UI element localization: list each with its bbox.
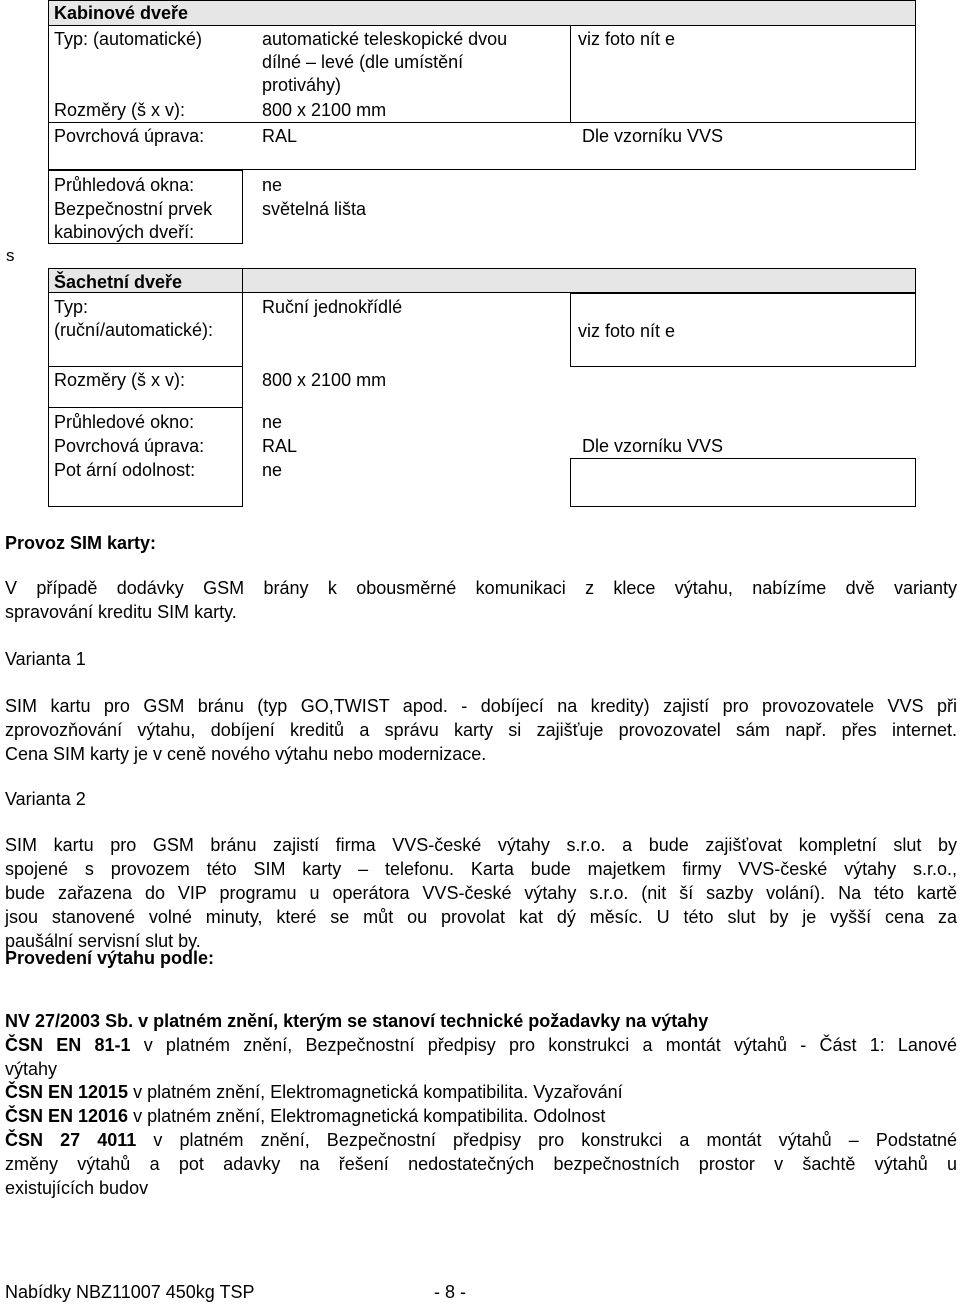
cabin-type-note: viz foto nít e: [578, 29, 676, 49]
standards-heading: Provedení výtahu podle:: [5, 948, 215, 968]
cabin-divider: [48, 122, 916, 123]
shaft-surface-value: RAL: [262, 436, 298, 456]
variant-2-line: jsou stanovené volné minuty, které se můt ou provolat kat dý měsíc. U této slut by je vyšší cena za: [5, 907, 957, 927]
standard-desc: v platném znění, Elektromagnetická kompatibilita. Odolnost: [128, 1106, 606, 1126]
cabin-divider: [48, 25, 916, 26]
standard-line: [5, 1033, 957, 1057]
footer-page-number: - 8 -: [434, 1282, 467, 1302]
standard-code: ČSN EN 12016: [5, 1106, 129, 1126]
shaft-window-value: ne: [262, 412, 283, 432]
shaft-window-label: Průhledové okno:: [54, 412, 195, 432]
cabin-safety-label: Bezpečnostní prvek: [54, 199, 213, 219]
shaft-type-label: Typ:: [54, 297, 89, 317]
standard-line: výtahy: [5, 1059, 58, 1079]
shaft-dim-label: Rozměry (š x v):: [54, 370, 186, 390]
shaft-type-note: viz foto nít e: [578, 321, 676, 341]
standard-code: ČSN EN 81-1: [5, 1035, 131, 1055]
cabin-type-value: protiváhy): [262, 75, 342, 95]
variant-1-line: SIM kartu pro GSM bránu (typ GO,TWIST apod. - dobíjecí na kredity) zajistí pro provozovatele VVS při: [5, 696, 957, 716]
shaft-fire-value: ne: [262, 460, 283, 480]
cabin-dim-value: 800 x 2100 mm: [262, 100, 387, 120]
variant-1-line: Cena SIM karty je v ceně nového výtahu nebo modernizace.: [5, 744, 487, 764]
standard-code: ČSN EN 12015: [5, 1082, 129, 1102]
sim-intro-line: V případě dodávky GSM brány k obousměrné komunikaci z klece výtahu, nabízíme dvě varianty: [5, 578, 957, 598]
side-mark: s: [6, 246, 15, 265]
shaft-title: Šachetní dveře: [54, 272, 183, 292]
variant-1-text: [5, 694, 957, 766]
standard-desc: v platném znění, Bezpečnostní předpisy pro konstrukci a montát výtahů - Část 1: Lanové: [130, 1035, 957, 1055]
cabin-type-label: Typ: (automatické): [54, 29, 203, 49]
standard-line: změny výtahů a pot adavky na řešení nedostatečných bezpečnostních prostor v šachtě výtahů u: [5, 1154, 957, 1174]
variant-2-line: SIM kartu pro GSM bránu zajistí firma VVS-české výtahy s.r.o. a bude zajišťovat kompletní slut by: [5, 835, 957, 855]
cabin-window-value: ne: [262, 175, 283, 195]
variant-2-text: [5, 833, 957, 953]
footer-document: Nabídky NBZ11007 450kg TSP: [5, 1282, 255, 1302]
shaft-divider: [48, 407, 243, 408]
sim-intro: [5, 576, 957, 624]
cabin-window-label: Průhledová okna:: [54, 175, 195, 195]
shaft-surface-label: Povrchová úprava:: [54, 436, 205, 456]
cabin-surface-label: Povrchová úprava:: [54, 126, 205, 146]
standard-line: existujících budov: [5, 1178, 149, 1198]
variant-1-line: zprovozňování výtahu, dobíjení kreditů a správu karty si zajišťuje provozovatel sám např. přes internet.: [5, 720, 957, 740]
shaft-fire-label: Pot ární odolnost:: [54, 460, 196, 480]
cabin-title: Kabinové dveře: [54, 3, 189, 23]
shaft-surface-note: Dle vzorníku VVS: [582, 436, 724, 456]
variant-1-heading: Varianta 1: [5, 649, 86, 669]
cabin-surface-note: Dle vzorníku VVS: [582, 126, 724, 146]
cabin-type-value: dílné – levé (dle umístění: [262, 52, 464, 72]
standard-en12015: [5, 1080, 623, 1104]
variant-2-heading: Varianta 2: [5, 789, 86, 809]
variant-2-line: bude zařazena do VIP programu u operátora VVS-české výtahy s.r.o. (nit ší sazby volání). Na této kartě: [5, 883, 957, 903]
standard-en81: [5, 1033, 957, 1081]
variant-2-line: spojené s provozem této SIM karty – telefonu. Karta bude majetkem firmy VVS-české výtahy s.r.o.,: [5, 859, 957, 879]
standard-line: [5, 1128, 957, 1152]
sim-intro-line: spravování kreditu SIM karty.: [5, 602, 237, 622]
variant-2-line: paušální servisní slut by.: [5, 931, 201, 951]
shaft-dim-value: 800 x 2100 mm: [262, 370, 387, 390]
standard-nv: NV 27/2003 Sb. v platném znění, kterým se stanoví technické požadavky na výtahy: [5, 1011, 709, 1031]
shaft-type-value: Ruční jednokřídlé: [262, 297, 403, 317]
standard-code: ČSN 27 4011: [5, 1130, 137, 1150]
cabin-surface-value: RAL: [262, 126, 298, 146]
cabin-dim-label: Rozměry (š x v):: [54, 100, 186, 120]
cabin-column-line: [570, 25, 571, 122]
cabin-safety-label: kabinových dveří:: [54, 222, 195, 242]
standard-csn274011: [5, 1128, 957, 1200]
cabin-type-value: automatické teleskopické dvou: [262, 29, 508, 49]
standard-desc: v platném znění, Bezpečnostní předpisy pro konstrukci a montát výtahů – Podstatné: [136, 1130, 957, 1150]
cabin-safety-value: světelná lišta: [262, 199, 367, 219]
shaft-divider: [48, 366, 243, 367]
standard-en12016: [5, 1104, 605, 1128]
shaft-type-label: (ruční/automatické):: [54, 320, 214, 340]
shaft-note-box: [570, 458, 916, 507]
sim-heading: Provoz SIM karty:: [5, 533, 157, 553]
standard-desc: v platném znění, Elektromagnetická kompatibilita. Vyzařování: [128, 1082, 623, 1102]
